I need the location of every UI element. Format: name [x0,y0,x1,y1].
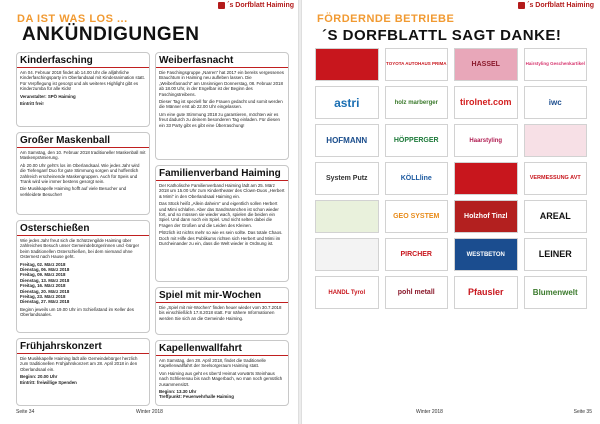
article-body [17,354,149,389]
article-paragraph: Die „Spiel mit mir-Wochen“ finden heuer wieder vom 30.7.2018 bis einschließlich 17.8.2018 statt. Für nähere Informationen werden Sie sich an die Gemeinde Haiming. [159,305,282,321]
sponsor-name: TOYOTA AUTOHAUS PRIMA [386,61,447,67]
page-title: ANKÜNDIGUNGEN [22,24,200,45]
article-title: Großer Maskenball [17,133,149,148]
sponsor-name: tirolnet.com [459,97,512,107]
sponsor-logo [524,162,588,195]
article-kinderfasching [16,52,150,127]
sponsor-logo [385,48,449,81]
sponsor-logo [454,124,518,157]
sponsor-name: pohl metall [397,289,435,296]
sponsor-name: WESTBETON [466,251,505,258]
date-item: Dienstag, 20. März 2018 [20,288,70,294]
article-fruehjahrskonzert [16,338,150,406]
sponsor-name: astri [334,95,360,110]
masthead-tag [518,2,594,9]
masthead-label: ´s Dorfblatt Haiming [527,2,594,9]
article-paragraph: Am Samstag, den 28. April 2018, findet die traditionelle Kapellenwallfahrt der Seelsorgeraum Haiming statt. [159,358,266,369]
date-item: Freitag, 09. März 2018 [20,272,66,278]
article-osterschiessen [16,220,150,333]
sponsor-logo [385,124,449,157]
sponsor-logo [454,48,518,81]
sponsor-name: holz marberger [394,99,438,106]
article-paragraph: Eintritt: freiwillige Spenden [20,379,77,385]
center-fold [298,0,302,424]
sponsor-name: iwc [548,97,562,107]
article-paragraph: Treffpunkt: Feuerwehrhalle Haiming [159,394,234,400]
sponsor-logo [524,86,588,119]
article-paragraph: Der Katholische Familienverband Haiming lädt am 25. März 2018 um 15.00 Uhr zum Kindertheater des Clown-Duos „Herbert & Mimi“ in den Oberlandsaal Haiming ein. [159,183,285,199]
date-item: Dienstag, 27. März 2018 [20,299,70,305]
sponsor-name: Blumenwelt [532,287,578,297]
article-title: Spiel mit mir-Wochen [156,288,288,303]
sponsor-logo [524,48,588,81]
masthead-mark-icon [218,2,225,9]
sponsor-logo [385,162,449,195]
sponsor-logo [385,200,449,233]
sponsor-name: System Putz [325,175,368,182]
right-page [300,0,600,424]
sponsor-logo [454,276,518,309]
article-paragraph: Am Samstag, den 10. Februar 2018 traditioneller Maskenball mit Maskenprämierung. [20,150,146,161]
sponsor-name: KÖLLline [400,175,432,182]
article-paragraph: Plötzlich ist nichts mehr so wie es sein sollte. Das totale Chaos. Doch mit Hilfe des Publikums richten sich Herbert und Mimi im Durcheinander zu ein, dass die Welt wieder in Ordnung ist. [159,230,283,247]
masthead-mark-icon [518,2,525,9]
date-item: Freitag, 02. März 2018 [20,261,66,267]
sponsor-logo [315,48,379,81]
article-maskenball [16,132,150,215]
article-paragraph: Dieser Tag ist speziell für die Frauen gedacht und somit werden die Männer erst ab 22.00 Uhr eingelassen. [159,99,283,110]
sponsor-logo [454,86,518,119]
page-number: Seite 34 [16,409,35,415]
sponsor-name: GEO SYSTEM [393,213,440,220]
sponsor-name: HOFMANN [326,135,368,145]
sponsor-logo [385,238,449,271]
article-paragraph: Von Haiming aus geht es über'd Heimat vorwärts Steinhaus nach Schlierenau bis nach Magerbach, wo man noch gemütlich zusammensitzt. [159,370,283,387]
article-title: Frühjahrskonzert [17,339,149,354]
article-body [156,303,288,325]
sponsor-logo [315,124,379,157]
sponsor-logo [454,200,518,233]
article-paragraph: Die Musikkapelle Haiming hofft auf viele Besucher und verkleidete Besucher! [20,186,127,197]
section-kicker: FÖRDERNDE BETRIEBE [317,13,455,25]
sponsor-logo [385,86,449,119]
article-title: Osterschießen [17,221,149,236]
sponsor-logo [524,124,588,157]
date-item: Freitag, 16. März 2018 [20,283,66,289]
article-paragraph: Veranstalter: SPÖ Haiming [20,93,76,99]
article-spiel-mit-mir [155,287,289,335]
article-paragraph: Eintritt frei! [20,101,44,107]
sponsor-name: VERMESSUNG AVT [529,174,581,181]
article-title: Kinderfasching [17,53,149,68]
section-kicker: DA IST WAS LOS ... [17,13,128,25]
article-paragraph: Ab 20.00 Uhr geht's los im Oberlandsaal. Wie jedes Jahr wird die Tiefenganf Duo für gute Stimmung sorgen und hoffentlich zahlreich erscheinende Maskengruppen. Auch für Speis und Trank wird wie immer bestens gesorgt sein. [20,162,140,185]
edition-label: Winter 2018 [416,409,443,415]
article-paragraph: Die Faschingsgruppe „Narren“ hat 2017 ein bereits vergessenes Brauchtum in Haiming neu aufleben lassen. Die „Weiberfasnacht“ am Unsinnigen Donnerstag, 08. Februar 2018 ab 18.00 Uhr, in der Engelbar ist der Beginn des Faschingstreibens. [159,70,284,97]
sponsor-logo [315,200,379,233]
article-paragraph: Wie jedes Jahr freut sich die Schützengilde Haiming über zahlreiches Besuch unser Gemeindebürgerinnen und -bürger beim traditionellen Osterschießen, bei dem niemand ohne Osternest nach Hause geht. [20,238,140,260]
sponsor-name: HANDL Tyrol [328,289,366,296]
sponsor-logo [454,238,518,271]
article-weiberfasnacht [155,52,289,160]
sponsor-name: Holzhof Tinzl [464,213,508,220]
article-title: Kapellenwallfahrt [156,341,288,356]
article-paragraph: Beginn: 20.00 Uhr [20,374,58,380]
sponsor-name: Pfausler [467,287,504,297]
article-kapellenwallfahrt [155,340,289,406]
sponsor-logo [315,276,379,309]
sponsor-name: HÖPPERGER [393,137,439,144]
date-item: Dienstag, 13. März 2018 [20,277,70,283]
sponsor-name: LEINER [538,249,572,259]
sponsor-name: HASSEL [471,61,500,68]
sponsor-name: AREAL [539,211,571,221]
article-title: Familienverband Haiming [156,166,288,181]
sponsor-grid [315,48,587,309]
article-familienverband [155,165,289,282]
article-paragraph: Beginn jeweils um 19.00 Uhr im Schießstand im Keller des Oberlandsaales. [20,306,134,318]
article-body [156,68,288,132]
edition-label: Winter 2018 [136,409,163,415]
date-item: Freitag, 23. März 2018 [20,294,66,300]
article-body [17,148,149,201]
masthead-label: ´s Dorfblatt Haiming [227,2,294,9]
sponsor-logo [454,162,518,195]
page-title: ´S DORFBLATTL SAGT DANKE! [322,27,562,44]
sponsor-logo [524,200,588,233]
page-number: Seite 35 [573,409,592,415]
sponsor-logo [524,276,588,309]
article-paragraph: Die Musikkapelle Haiming lädt alle Gemeindebürger herzlich zum traditionellen Frühjahrskonzert am 28. April 2018 in den Oberlandsaal ein. [20,356,138,372]
sponsor-name: Hairstyling Geschenkartikel [525,61,585,67]
article-title: Weiberfasnacht [156,53,288,68]
article-paragraph: Beginn: 13.30 Uhr [159,389,197,395]
article-body [156,181,288,250]
sponsor-logo [315,162,379,195]
sponsor-name: PIRCHER [400,251,432,258]
masthead-tag [218,2,294,9]
sponsor-logo [385,276,449,309]
article-body [17,68,149,110]
sponsor-logo [315,238,379,271]
date-item: Dienstag, 06. März 2018 [20,267,70,273]
article-paragraph: Am 04. Februar 2018 findet ab 14.00 Uhr die alljährliche Kinderfaschingsparty im Oberlandsaal mit Kinderanimation statt. Für Verpflegung ist gesorgt und als weiteres Highlight gibt es Kinderzumba für alle Kids! [20,70,145,92]
sponsor-logo [315,86,379,119]
article-body [17,236,149,322]
article-paragraph: Um eine gute Stimmung 2018 zu garantieren, möchten wir es freut dadurch zu deinem besonderen Tag einladen. Für diesen ein 33 Party gibt es gibt eine Überraschung! [159,111,280,128]
article-body [156,356,288,404]
sponsor-logo [524,238,588,271]
article-paragraph: Das Stück heißt „Allein daheim“ und eigentlich sollen Herbert und Mimi schlafen. Aber das Sandmännchen ist schon wieder fort, und so müssen sie wieder wach, spielen die beiden ein Spiel. Und dann noch ein Spiel. Und nicht selten dabei die Fragen der Großen und die Leiden des Kleinen. [159,201,279,228]
sponsor-name: Haarstyling [469,137,503,144]
